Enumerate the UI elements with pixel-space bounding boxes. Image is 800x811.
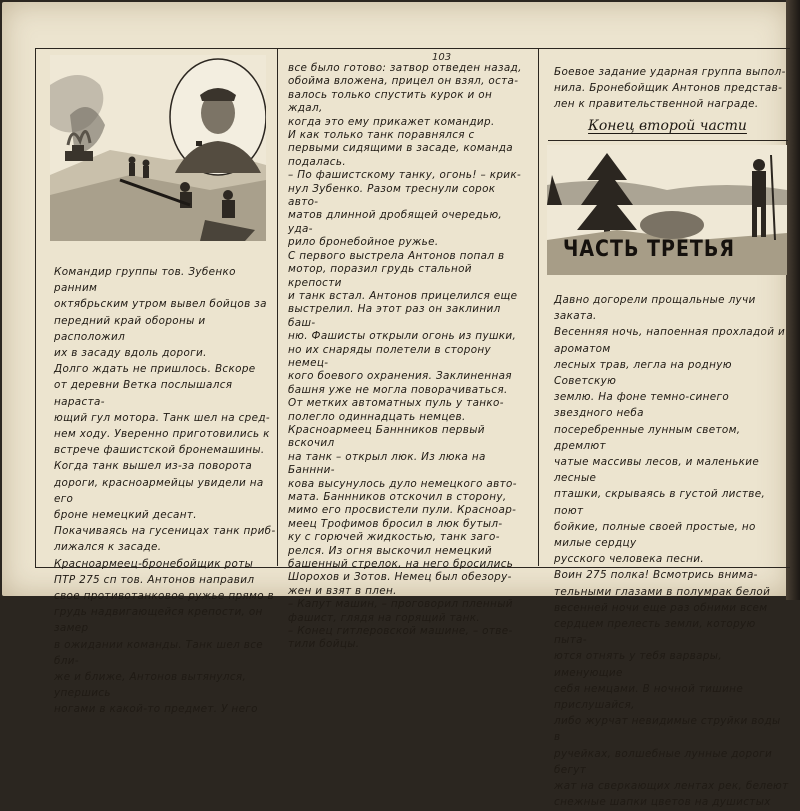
- text-line: когда это ему прикажет командир.: [288, 115, 495, 128]
- battle-illustration: [50, 55, 266, 241]
- text-line: от деревни Ветка послышался нараста-: [54, 379, 233, 408]
- text-line: тельными глазами в полумрак белой: [554, 585, 771, 598]
- text-line: Командир группы тов. Зубенко ранним: [54, 266, 236, 295]
- text-line: ются отнять у тебя варвары, именующие: [554, 650, 722, 679]
- text-line: грудь надвигающейся крепости, он замер: [54, 606, 263, 635]
- text-line: ручейках, волшебные лунные дороги бегут: [554, 747, 773, 776]
- text-line: выстрелил. На этот раз он заклинил баш-: [288, 303, 501, 329]
- page-number: 103: [432, 52, 452, 63]
- text-line: броне немецкий десант.: [54, 509, 197, 522]
- text-line: фашист, глядя на горящий танк.: [288, 611, 480, 624]
- text-line: обойма вложена, прицел он взял, оста-: [288, 75, 519, 88]
- text-line: их в засаду вдоль дороги.: [54, 347, 207, 360]
- text-line: – По фашистскому танку, огонь! – крик-: [288, 169, 522, 182]
- text-line: мотор, поразил грудь стальной крепости: [288, 263, 472, 289]
- section-rule: [548, 140, 788, 141]
- text-line: ку с горючей жидкостью, танк заго-: [288, 531, 500, 544]
- text-line: подалась.: [288, 155, 347, 168]
- text-line: Долго ждать не пришлось. Вскоре: [54, 363, 256, 376]
- text-line: Боевое задание ударная группа выпол-: [554, 66, 786, 78]
- column-right-bottom-text: [554, 292, 789, 811]
- text-line: нила. Бронебойщик Антонов представ-: [554, 82, 783, 95]
- text-line: на танк – открыл люк. Из люка на Баннни-: [288, 450, 486, 477]
- text-line: башня уже не могла поворачиваться.: [288, 383, 508, 396]
- column-right-top-text: [554, 64, 789, 113]
- chapter-end-heading: Конец второй части: [588, 118, 747, 134]
- text-line: С первого выстрела Антонов попал в: [288, 249, 505, 262]
- text-line: лен к правительственной награде.: [554, 98, 759, 111]
- text-line: русского человека песни.: [554, 553, 705, 566]
- text-line: встрече фашистской бронемашины.: [54, 444, 265, 457]
- text-line: ПТР 275 сп тов. Антонов направил: [54, 573, 255, 586]
- text-line: бойкие, полные своей простые, но милые сердцу: [554, 520, 756, 550]
- text-line: ногами в какой-то предмет. У него: [54, 703, 258, 716]
- text-line: валось только спустить курок и он ждал,: [288, 88, 493, 115]
- text-line: – Капут машин, – проговорил пленный: [288, 598, 513, 611]
- text-line: ющий гул мотора. Танк шел на сред-: [54, 411, 270, 424]
- text-line: чатые массивы лесов, и маленькие лесные: [554, 456, 760, 485]
- text-line: Покачиваясь на гусеницах танк приб-: [54, 525, 276, 538]
- text-line: все было готово: затвор отведен назад,: [288, 62, 522, 74]
- text-line: лижался к засаде.: [54, 541, 162, 554]
- text-line: посеребренные лунным светом, дремлют: [554, 423, 741, 452]
- text-line: Когда танк вышел из-за поворота: [54, 460, 253, 473]
- text-line: Красноармеец Баннников первый вскочил: [288, 423, 485, 450]
- text-line: нул Зубенко. Разом треснули сорок авто-: [288, 182, 496, 209]
- text-line: снежные шапки цветов на душистых: [554, 796, 771, 809]
- text-line: От метких автоматных пуль у танко-: [288, 397, 504, 410]
- text-line: рило бронебойное ружье.: [288, 236, 439, 249]
- text-line: землю. На фоне темно-синего звездного неба: [554, 391, 730, 420]
- text-line: лесных трав, легла на родную Советскую: [554, 358, 732, 388]
- text-line: Давно догорели прощальные лучи заката.: [554, 294, 756, 323]
- column-middle-text: [288, 62, 528, 652]
- text-line: мата. Баннников отскочил в сторону,: [288, 491, 507, 503]
- text-line: кова высунулось дуло немецкого авто-: [288, 477, 517, 490]
- text-line: полегло одиннадцать немцев.: [288, 410, 466, 423]
- column-divider: [277, 48, 278, 566]
- text-line: передний край обороны и расположил: [54, 314, 206, 343]
- text-line: матов длинной дробящей очередью, уда-: [288, 209, 503, 235]
- part-three-title: ЧАСТЬ ТРЕТЬЯ: [563, 236, 735, 262]
- text-line: пташки, скрываясь в густой листве, поют: [554, 488, 766, 517]
- text-line: – Конец гитлеровской машине, – отве-: [288, 625, 513, 638]
- text-line: же и ближе, Антонов вытянулся, упершись: [54, 671, 247, 700]
- text-line: весенней ночи еще раз обними всем: [554, 601, 768, 614]
- text-line: меец Трофимов бросил в люк бутыл-: [288, 517, 503, 530]
- text-line: Шорохов и Зотов. Немец был обезору-: [288, 571, 512, 584]
- text-line: башенный стрелок, на него бросились: [288, 558, 514, 571]
- text-line: Воин 275 полка! Всмотрись внима-: [554, 569, 758, 582]
- column-divider: [538, 48, 539, 566]
- text-line: себя немцами. В ночной тишине прислушайся,: [554, 682, 744, 712]
- text-line: первыми сидящими в засаде, команда: [288, 142, 514, 155]
- text-line: тили бойцы.: [288, 638, 360, 651]
- text-line: ню. Фашисты открыли огонь из пушки,: [288, 330, 517, 343]
- text-line: жен и взят в плен.: [288, 584, 397, 597]
- text-line: дороги, красноармейцы увидели на его: [54, 476, 264, 505]
- text-line: октябрьским утром вывел бойцов за: [54, 298, 267, 311]
- portrait: [170, 59, 266, 175]
- text-line: либо журчат невидимые струйки воды в: [554, 715, 781, 744]
- text-line: мимо его просвистели пули. Красноар-: [288, 504, 517, 517]
- text-line: сердцем прелесть земли, которую пыта-: [554, 618, 756, 647]
- column-left-text: [54, 264, 276, 718]
- text-line: но их снаряды полетели в сторону немец-: [288, 343, 492, 369]
- text-line: Весенняя ночь, напоенная прохладой и ароматом: [554, 326, 786, 355]
- text-line: кого боевого охранения. Заклиненная: [288, 370, 512, 383]
- text-line: жат на сверкающих лентах рек, белеют: [554, 780, 789, 793]
- text-line: Красноармеец-бронебойщик роты: [54, 557, 254, 570]
- text-line: И как только танк поравнялся с: [288, 129, 475, 142]
- text-line: и танк встал. Антонов прицелился еще: [288, 289, 518, 302]
- text-line: нем ходу. Уверенно приготовились к: [54, 428, 270, 441]
- text-line: в ожидании команды. Танк шел все бли-: [54, 638, 264, 667]
- text-line: свое противотанковое ружье прямо в: [54, 590, 275, 603]
- text-line: релся. Из огня выскочил немецкий: [288, 544, 492, 557]
